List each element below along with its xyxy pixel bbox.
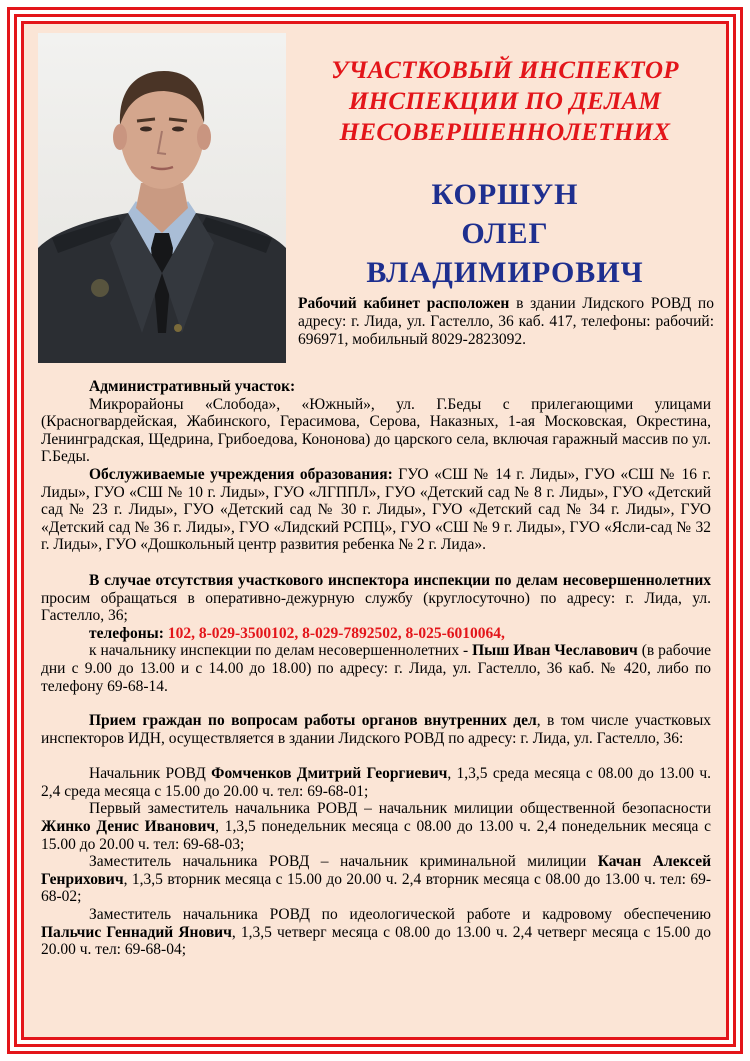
official-prefix: Начальник РОВД bbox=[89, 765, 212, 783]
absence-text: просим обращаться в оперативно-дежурную службу (круглосуточно) по адресу: г. Лида, ул. Гастелло, 36; bbox=[41, 589, 711, 625]
official-item bbox=[41, 853, 711, 906]
official-prefix: Заместитель начальника РОВД по идеологической работе и кадровому обеспечению bbox=[89, 906, 711, 924]
official-text: , 1,3,5 среда месяца с 08.00 до 13.00 ч. 2,4 среда месяца с 15.00 до 20.00 ч. тел: 69-68-01; bbox=[41, 765, 712, 800]
official-name: Жинко Денис Иванович bbox=[41, 818, 216, 836]
official-name: Пальчис Геннадий Янович bbox=[41, 923, 232, 941]
title-line-3: НЕСОВЕРШЕННОЛЕТНИХ bbox=[339, 119, 671, 146]
official-text: , 1,3,5 четверг месяца с 08.00 до 13.00 ч. 2,4 четверг месяца с 15.00 до 20.00 ч. тел: 69-68-04; bbox=[41, 923, 711, 959]
schools-paragraph bbox=[41, 466, 711, 554]
district-heading bbox=[41, 378, 711, 396]
phones-label: телефоны: bbox=[89, 624, 164, 642]
office-label: Рабочий кабинет расположен bbox=[298, 295, 510, 312]
district-paragraph bbox=[41, 396, 711, 466]
office-text: в здании Лидского РОВД по адресу: г. Лида, ул. Гастелло, 36 каб. 417, телефоны: рабочий: 696971, мобильный 8029-2823092. bbox=[298, 295, 714, 348]
reception-text: , в том числе участковых инспекторов ИДН, осуществляется в здании Лидского РОВД по адресу: г. Лида, ул. Гастелло, 36: bbox=[41, 712, 711, 747]
title-line-1: УЧАСТКОВЫЙ ИНСПЕКТОР bbox=[331, 57, 679, 84]
official-text: , 1,3,5 понедельник месяца с 08.00 до 13.00 ч. 2,4 понедельник месяца с 15.00 до 20.00 ч. тел: 69-68-03; bbox=[41, 818, 711, 853]
main-text bbox=[41, 378, 711, 959]
patronymic: ВЛАДИМИРОВИЧ bbox=[366, 256, 644, 289]
inspector-photo bbox=[38, 33, 286, 363]
official-name: Фомченков Дмитрий Георгиевич bbox=[211, 765, 448, 783]
chief-prefix: к начальнику инспекции по делам несовершеннолетних - bbox=[89, 642, 473, 660]
reception-label: Прием граждан по вопросам работы органов внутренних дел bbox=[89, 712, 537, 730]
title-line-2: ИНСПЕКЦИИ ПО ДЕЛАМ bbox=[348, 88, 662, 115]
chief-name: Пыш Иван Чеславович bbox=[472, 642, 638, 660]
official-item bbox=[41, 800, 711, 853]
position-title bbox=[300, 55, 710, 148]
chief-text: (в рабочие дни с 9.00 до 13.00 и с 14.00 до 18.00) по адресу: г. Лида, ул. Гастелло, 36 каб. № 420, либо по телефону 69-68-14. bbox=[41, 642, 712, 695]
official-item bbox=[41, 765, 711, 800]
official-name: Качан Алексей Генрихович bbox=[41, 853, 711, 888]
phones-paragraph bbox=[41, 625, 711, 643]
district-text: Микрорайоны «Слобода», «Южный», ул. Г.Беды с прилегающими улицами (Красногвардейская, Жабинского, Герасимова, Серова, Наказных, 1-ая Московская, Окрестина, Ленинградская, Щедрина, Грибоедова, Кононова) до царского села, включая гаражный массив по ул. Г.Беды. bbox=[41, 395, 711, 466]
office-info bbox=[298, 295, 714, 349]
chief-paragraph bbox=[41, 642, 711, 695]
official-prefix: Первый заместитель начальника РОВД – начальник милиции общественной безопасности bbox=[89, 800, 711, 818]
official-prefix: Заместитель начальника РОВД – начальник криминальной милиции bbox=[89, 853, 598, 871]
inspector-name bbox=[300, 175, 710, 292]
first-name: ОЛЕГ bbox=[461, 217, 549, 250]
reception-paragraph bbox=[41, 712, 711, 747]
absence-paragraph bbox=[41, 572, 711, 625]
surname: КОРШУН bbox=[431, 178, 579, 211]
official-item bbox=[41, 906, 711, 959]
phones-numbers: 102, 8-029-3500102, 8-029-7892502, 8-025-6010064, bbox=[163, 624, 505, 642]
schools-label: Обслуживаемые учреждения образования: bbox=[89, 465, 393, 483]
schools-text: ГУО «СШ № 14 г. Лиды», ГУО «СШ № 16 г. Лиды», ГУО «СШ № 10 г. Лиды», ГУО «ЛГППЛ», ГУО «Детский сад № 8 г. Лиды», ГУО «Детский сад № 23 г. Лиды», ГУО «Детский сад № 30 г. Лиды», ГУО «Детский сад № 34 г. Лиды», ГУО «Детский сад № 36 г. Лиды», ГУО «Лидский РСПЦ», ГУО «СШ № 9 г. Лиды», ГУО «Ясли-сад № 32 г. Лиды», ГУО «Дошкольный центр развития ребенка № 2 г. Лида». bbox=[41, 465, 711, 554]
district-label: Административный участок: bbox=[89, 378, 296, 395]
official-text: , 1,3,5 вторник месяца с 15.00 до 20.00 ч. 2,4 вторник месяца с 08.00 до 13.00 ч. тел: 69-68-02; bbox=[41, 870, 711, 906]
absence-label: В случае отсутствия участкового инспектора инспекции по делам несовершеннолетних bbox=[89, 571, 711, 589]
